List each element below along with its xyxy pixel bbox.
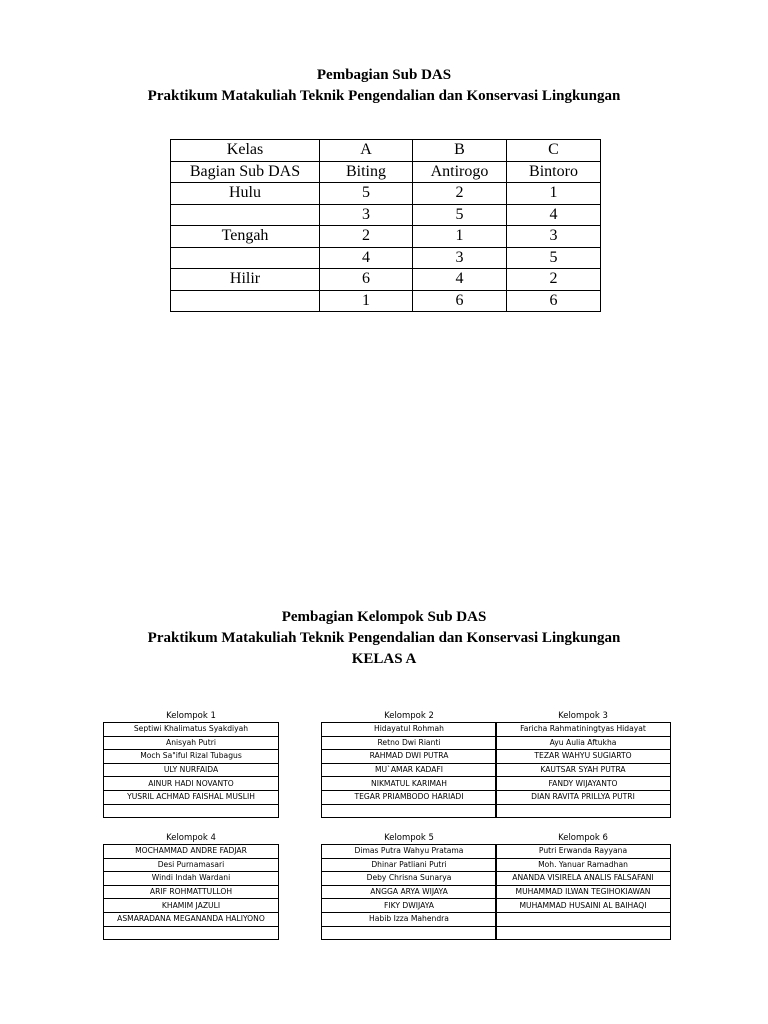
group-member-name: Retno Dwi Rianti	[322, 736, 497, 750]
group-member-row	[322, 763, 497, 777]
group-member-row	[496, 763, 671, 777]
group-member-name: MUHAMMAD HUSAINI AL BAIHAQI	[496, 899, 671, 913]
group-member-name	[322, 804, 497, 818]
group-member-row	[322, 899, 497, 913]
sub-das-table-cell: Hulu	[171, 183, 320, 205]
sub-das-table-cell: 5	[320, 183, 413, 205]
group-member-row	[496, 872, 671, 886]
sub-das-table-cell: Tengah	[171, 226, 320, 248]
group-member-name	[322, 926, 497, 940]
sub-das-table-cell: 6	[320, 269, 413, 291]
group-member-row	[322, 872, 497, 886]
group-member-table	[495, 844, 671, 940]
group-member-name: Deby Chrisna Sunarya	[322, 872, 497, 886]
group-member-name: MU`AMAR KADAFI	[322, 763, 497, 777]
group-member-row	[322, 912, 497, 926]
group-member-table	[103, 722, 279, 818]
group-member-row	[104, 763, 279, 777]
group-member-row	[104, 777, 279, 791]
sub-das-table-row	[171, 161, 601, 183]
group-member-row	[104, 926, 279, 940]
group-card	[495, 832, 671, 940]
group-member-row	[496, 736, 671, 750]
sub-das-table-cell: Biting	[320, 161, 413, 183]
group-member-row	[104, 750, 279, 764]
group-member-row	[322, 845, 497, 859]
sub-das-table-cell: 4	[413, 269, 507, 291]
sub-das-table-row	[171, 247, 601, 269]
group-member-row	[322, 885, 497, 899]
sub-das-table-cell: Kelas	[171, 140, 320, 162]
sub-das-table-cell: Bintoro	[507, 161, 601, 183]
sub-das-table-cell: A	[320, 140, 413, 162]
sub-das-table-row	[171, 183, 601, 205]
group-member-name: Moh. Yanuar Ramadhan	[496, 858, 671, 872]
group-member-row	[496, 858, 671, 872]
group-member-row	[322, 926, 497, 940]
group-card	[103, 832, 279, 940]
group-member-table	[321, 844, 497, 940]
sub-das-table-row	[171, 226, 601, 248]
sub-das-table-cell: 6	[413, 290, 507, 312]
sub-das-table-cell: 4	[320, 247, 413, 269]
group-member-row	[496, 845, 671, 859]
group-member-name: TEGAR PRIAMBODO HARIADI	[322, 790, 497, 804]
group-member-name: Hidayatul Rohmah	[322, 723, 497, 737]
group-member-name: FANDY WIJAYANTO	[496, 777, 671, 791]
group-card	[495, 710, 671, 818]
group-member-table	[495, 722, 671, 818]
group-member-name: Faricha Rahmatiningtyas Hidayat	[496, 723, 671, 737]
group-member-name: TEZAR WAHYU SUGIARTO	[496, 750, 671, 764]
sub-das-table-cell: C	[507, 140, 601, 162]
group-member-name: ANANDA VISIRELA ANALIS FALSAFANI	[496, 872, 671, 886]
group-member-row	[104, 912, 279, 926]
sub-das-table-row	[171, 204, 601, 226]
group-member-row	[104, 723, 279, 737]
sub-das-title	[0, 65, 768, 107]
group-member-name: Moch Sa"iful Rizal Tubagus	[104, 750, 279, 764]
group-member-row	[496, 750, 671, 764]
group-member-name: RAHMAD DWI PUTRA	[322, 750, 497, 764]
sub-das-table	[170, 139, 601, 312]
group-member-name	[104, 804, 279, 818]
group-member-name: DIAN RAVITA PRILLYA PUTRI	[496, 790, 671, 804]
group-member-name	[496, 804, 671, 818]
group-member-name: KHAMIM JAZULI	[104, 899, 279, 913]
group-member-row	[322, 790, 497, 804]
group-member-name: YUSRIL ACHMAD FAISHAL MUSLIH	[104, 790, 279, 804]
sub-das-table-cell: Antirogo	[413, 161, 507, 183]
sub-das-table-cell: 2	[507, 269, 601, 291]
group-member-name	[496, 926, 671, 940]
group-member-row	[104, 804, 279, 818]
sub-das-table-cell: 3	[320, 204, 413, 226]
group-member-row	[496, 723, 671, 737]
group-member-name	[496, 912, 671, 926]
sub-das-table-cell: 3	[413, 247, 507, 269]
group-member-name: Ayu Aulia Aftukha	[496, 736, 671, 750]
group-member-row	[104, 790, 279, 804]
group-member-row	[496, 790, 671, 804]
group-member-table	[103, 844, 279, 940]
group-member-name	[104, 926, 279, 940]
kelompok-title-line1: Pembagian Kelompok Sub DAS	[281, 609, 487, 625]
group-title: Kelompok 2	[384, 711, 434, 721]
group-member-row	[496, 777, 671, 791]
sub-das-table-cell: 1	[413, 226, 507, 248]
sub-das-title-line1: Pembagian Sub DAS	[316, 67, 452, 83]
group-member-name: Desi Purnamasari	[104, 858, 279, 872]
group-member-row	[322, 777, 497, 791]
group-member-name: NIKMATUL KARIMAH	[322, 777, 497, 791]
group-member-row	[496, 912, 671, 926]
kelompok-title-line3: KELAS A	[351, 651, 417, 667]
group-title: Kelompok 1	[166, 711, 216, 721]
group-member-name: MUHAMMAD ILWAN TEGIHOKIAWAN	[496, 885, 671, 899]
sub-das-table-cell: 5	[507, 247, 601, 269]
group-member-row	[104, 858, 279, 872]
group-member-row	[496, 926, 671, 940]
sub-das-table-cell	[171, 290, 320, 312]
group-member-row	[496, 804, 671, 818]
group-member-row	[496, 899, 671, 913]
group-member-name: Anisyah Putri	[104, 736, 279, 750]
group-member-name: Habib Izza Mahendra	[322, 912, 497, 926]
group-member-name: ARIF ROHMATTULLOH	[104, 885, 279, 899]
sub-das-table-cell: Bagian Sub DAS	[171, 161, 320, 183]
sub-das-title-line2: Praktikum Matakuliah Teknik Pengendalian dan Konservasi Lingkungan	[147, 88, 621, 104]
group-member-name: ASMARADANA MEGANANDA HALIYONO	[104, 912, 279, 926]
group-member-name: ANGGA ARYA WIJAYA	[322, 885, 497, 899]
group-card	[321, 710, 497, 818]
sub-das-table-cell	[171, 204, 320, 226]
group-member-row	[104, 872, 279, 886]
group-member-row	[104, 899, 279, 913]
group-member-name: KAUTSAR SYAH PUTRA	[496, 763, 671, 777]
sub-das-table-cell: 1	[320, 290, 413, 312]
group-member-name: FIKY DWIJAYA	[322, 899, 497, 913]
group-member-table	[321, 722, 497, 818]
group-member-row	[322, 804, 497, 818]
sub-das-table-cell: 6	[507, 290, 601, 312]
sub-das-table-cell: 2	[413, 183, 507, 205]
kelompok-title-line2: Praktikum Matakuliah Teknik Pengendalian dan Konservasi Lingkungan	[147, 630, 621, 646]
group-member-name: ULY NURFAIDA	[104, 763, 279, 777]
group-card	[321, 832, 497, 940]
group-member-row	[104, 845, 279, 859]
sub-das-table-cell: 4	[507, 204, 601, 226]
group-member-name: AINUR HADI NOVANTO	[104, 777, 279, 791]
group-member-row	[322, 858, 497, 872]
kelompok-title	[0, 607, 768, 670]
group-member-row	[322, 736, 497, 750]
group-member-row	[104, 885, 279, 899]
group-title: Kelompok 4	[166, 833, 216, 843]
group-member-name: Dhinar Patliani Putri	[322, 858, 497, 872]
sub-das-table-cell: 3	[507, 226, 601, 248]
group-member-row	[322, 723, 497, 737]
group-member-name: Windi Indah Wardani	[104, 872, 279, 886]
group-member-name: Putri Erwanda Rayyana	[496, 845, 671, 859]
group-title: Kelompok 3	[558, 711, 608, 721]
sub-das-table-cell: 2	[320, 226, 413, 248]
group-member-row	[322, 750, 497, 764]
group-member-name: Septiwi Khalimatus Syakdiyah	[104, 723, 279, 737]
sub-das-table-cell: 1	[507, 183, 601, 205]
group-member-name: MOCHAMMAD ANDRE FADJAR	[104, 845, 279, 859]
sub-das-table-row	[171, 140, 601, 162]
group-card	[103, 710, 279, 818]
sub-das-table-cell: 5	[413, 204, 507, 226]
sub-das-table-row	[171, 269, 601, 291]
sub-das-table-cell	[171, 247, 320, 269]
group-member-name: Dimas Putra Wahyu Pratama	[322, 845, 497, 859]
sub-das-table-cell: Hilir	[171, 269, 320, 291]
sub-das-table-row	[171, 290, 601, 312]
group-member-row	[496, 885, 671, 899]
sub-das-table-cell: B	[413, 140, 507, 162]
group-member-row	[104, 736, 279, 750]
group-title: Kelompok 6	[558, 833, 608, 843]
group-title: Kelompok 5	[384, 833, 434, 843]
